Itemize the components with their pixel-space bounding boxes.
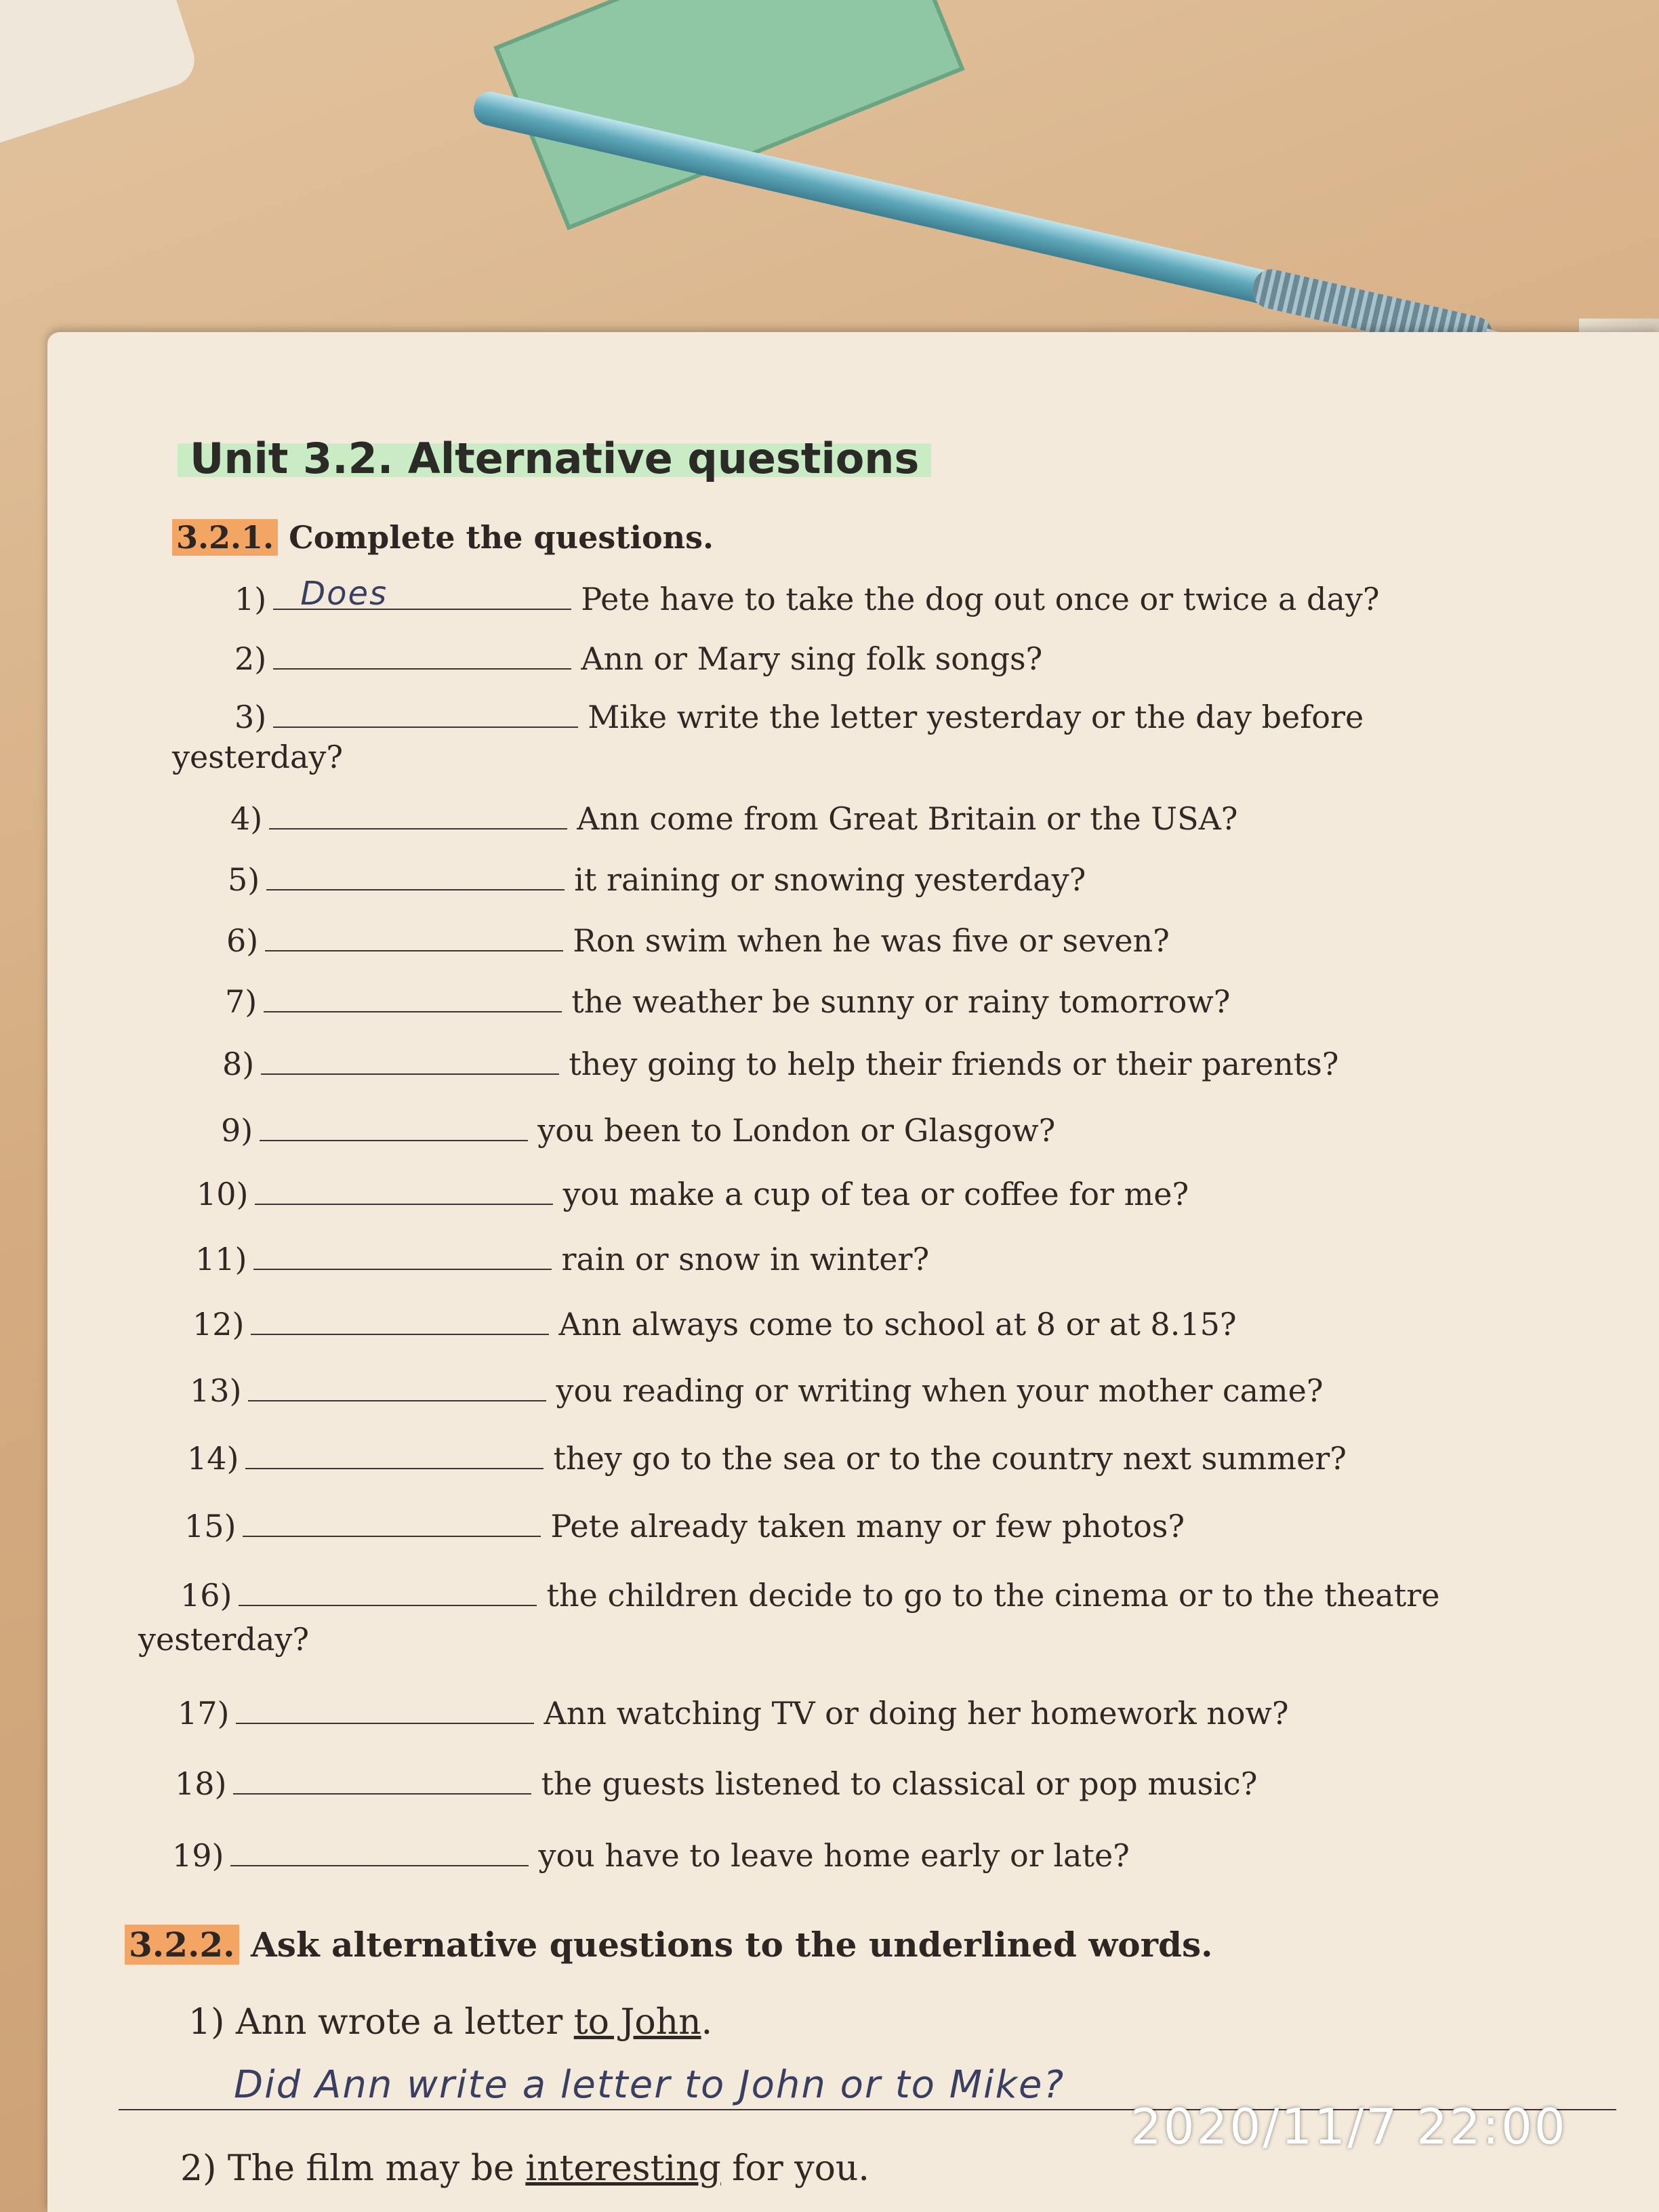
answer-blank[interactable]: [236, 1692, 534, 1724]
question-16-continuation: yesterday?: [138, 1621, 310, 1658]
question-17: [178, 1692, 1289, 1732]
question-text: Ann or Mary sing folk songs?: [581, 640, 1043, 677]
question-text: rain or snow in winter?: [561, 1241, 930, 1277]
question-number: 11): [195, 1241, 247, 1277]
section-number: 3.2.1.: [172, 519, 278, 556]
question-number: 3): [234, 699, 267, 735]
question-text: Pete already taken many or few photos?: [550, 1508, 1185, 1544]
question-3-continuation: yesterday?: [172, 739, 344, 775]
question-text: the children decide to go to the cinema or to the theatre: [546, 1577, 1440, 1614]
section-instruction: Complete the questions.: [289, 519, 714, 556]
answer-blank[interactable]: [251, 1303, 549, 1335]
question-number: 6): [226, 922, 259, 959]
question-11: [195, 1237, 929, 1277]
question-text: you been to London or Glasgow?: [537, 1112, 1056, 1149]
question-text: they going to help their friends or their parents?: [569, 1046, 1339, 1082]
question-number: 16): [180, 1577, 232, 1614]
exercise-item-2: [180, 2148, 869, 2189]
question-number: 9): [221, 1112, 253, 1149]
answer-blank[interactable]: [269, 797, 567, 830]
question-text: Ann always come to school at 8 or at 8.15?: [558, 1306, 1237, 1343]
question-text: they go to the sea or to the country next summer?: [553, 1440, 1347, 1477]
handwritten-answer: Does: [300, 575, 388, 613]
underlined-words: to John: [573, 2002, 701, 2043]
question-text: you make a cup of tea or coffee for me?: [562, 1176, 1189, 1212]
question-18: [175, 1762, 1257, 1802]
question-text: Ann watching TV or doing her homework now?: [544, 1695, 1289, 1732]
answer-blank[interactable]: [261, 1042, 559, 1075]
question-number: 14): [187, 1440, 239, 1477]
answer-blank[interactable]: [264, 980, 562, 1012]
question-text: you reading or writing when your mother came?: [556, 1372, 1324, 1409]
question-text: it raining or snowing yesterday?: [574, 861, 1086, 898]
answer-blank[interactable]: [239, 1574, 537, 1606]
underlined-words: interesting: [525, 2148, 721, 2189]
answer-blank[interactable]: [243, 1504, 541, 1537]
item-text-before: Ann wrote a letter: [235, 2002, 574, 2043]
item-text-after: .: [701, 2002, 713, 2043]
answer-blank[interactable]: [273, 637, 571, 670]
question-5: [228, 858, 1086, 898]
question-number: 15): [184, 1508, 237, 1544]
question-number: 2): [234, 640, 267, 677]
item-number: 1): [188, 2002, 225, 2043]
question-14: [187, 1437, 1347, 1477]
question-1: [234, 577, 1380, 617]
photo-timestamp: 2020/11/7 22:00: [1130, 2098, 1568, 2155]
question-text: you have to leave home early or late?: [538, 1837, 1130, 1874]
question-7: [225, 980, 1230, 1020]
question-19: [172, 1834, 1130, 1874]
question-number: 1): [234, 581, 267, 617]
question-number: 5): [228, 861, 260, 898]
question-text: Mike write the letter yesterday or the day before: [588, 699, 1364, 735]
unit-title: Unit 3.2. Alternative questions: [178, 434, 931, 483]
question-number: 4): [230, 800, 263, 837]
answer-blank[interactable]: [248, 1369, 546, 1401]
question-number: 19): [172, 1837, 224, 1874]
question-text: Ann come from Great Britain or the USA?: [577, 800, 1238, 837]
item-text-after: for you.: [720, 2148, 869, 2189]
answer-blank[interactable]: [273, 695, 578, 728]
question-16: [180, 1574, 1439, 1614]
answer-blank[interactable]: [265, 919, 563, 951]
answer-blank[interactable]: [266, 858, 565, 890]
handwritten-answer: Did Ann write a letter to John or to Mike?: [234, 2063, 1065, 2107]
question-number: 12): [192, 1306, 245, 1343]
question-text: the guests listened to classical or pop music?: [541, 1765, 1258, 1802]
answer-blank[interactable]: [245, 1437, 544, 1469]
answer-blank[interactable]: [255, 1172, 553, 1205]
question-3: [234, 695, 1364, 735]
question-9: [221, 1109, 1055, 1149]
section-number: 3.2.2.: [125, 1925, 239, 1965]
section-3-2-2-heading: [125, 1925, 1213, 1965]
item-text-before: The film may be: [227, 2148, 526, 2189]
answer-blank[interactable]: [253, 1237, 552, 1270]
question-number: 18): [175, 1765, 227, 1802]
question-12: [192, 1303, 1237, 1343]
question-15: [184, 1504, 1185, 1544]
question-number: 10): [197, 1176, 249, 1212]
question-8: [222, 1042, 1338, 1082]
answer-blank[interactable]: [273, 575, 571, 613]
question-number: 8): [222, 1046, 255, 1082]
item-number: 2): [180, 2148, 217, 2189]
question-text: Ron swim when he was five or seven?: [573, 922, 1170, 959]
question-4: [230, 797, 1237, 837]
question-number: 17): [178, 1695, 230, 1732]
question-6: [226, 919, 1170, 959]
question-number: 13): [190, 1372, 242, 1409]
exercise-item-1: [188, 2002, 712, 2043]
question-2: [234, 637, 1042, 677]
question-13: [190, 1369, 1324, 1409]
question-number: 7): [225, 983, 258, 1020]
question-text: the weather be sunny or rainy tomorrow?: [571, 983, 1231, 1020]
answer-blank[interactable]: [260, 1109, 528, 1141]
section-3-2-1-heading: [172, 519, 714, 556]
answer-blank[interactable]: [230, 1834, 529, 1866]
answer-blank[interactable]: [233, 1762, 531, 1795]
question-10: [197, 1172, 1189, 1212]
question-text: Pete have to take the dog out once or twice a day?: [581, 581, 1380, 617]
section-instruction: Ask alternative questions to the underlined words.: [251, 1925, 1213, 1965]
